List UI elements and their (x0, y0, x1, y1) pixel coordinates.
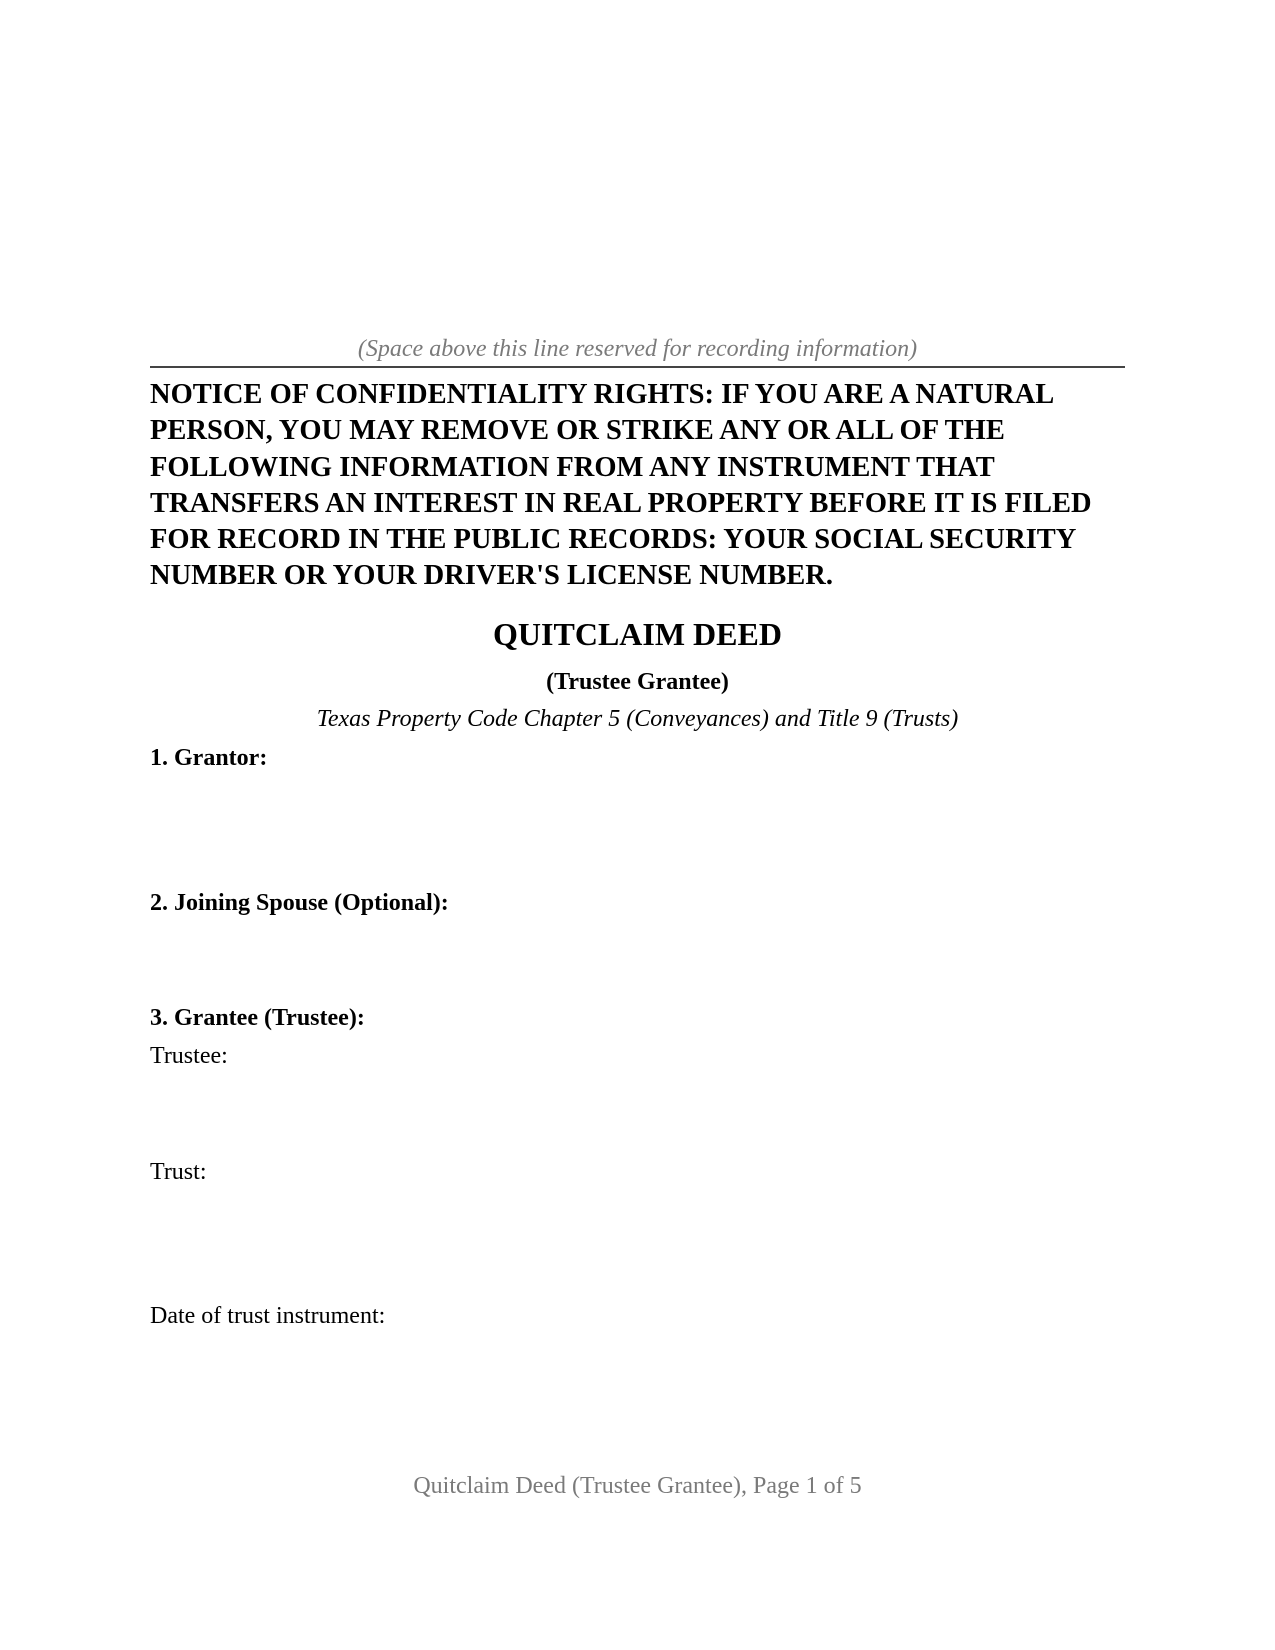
section-joining-spouse-heading: 2. Joining Spouse (Optional): (150, 890, 449, 916)
trust-date-field-label: Date of trust instrument: (150, 1303, 386, 1329)
trustee-field-label: Trustee: (150, 1043, 228, 1069)
document-title: QUITCLAIM DEED (493, 616, 782, 652)
section-grantee-heading: 3. Grantee (Trustee): (150, 1005, 365, 1031)
recording-space-note: (Space above this line reserved for recording information) (357, 336, 918, 362)
page-footer: Quitclaim Deed (Trustee Grantee), Page 1 of 5 (413, 1473, 862, 1499)
recording-divider-line (150, 366, 1125, 368)
document-subtitle: (Trustee Grantee) (546, 669, 729, 695)
confidentiality-notice: NOTICE OF CONFIDENTIALITY RIGHTS: IF YOU ARE A NATURAL PERSON, YOU MAY REMOVE OR STRIKE ANY OR ALL OF THE FOLLOWING INFORMATION FROM ANY INSTRUMENT THAT TRANSFERS AN INTEREST IN REAL PROPERTY BEFORE IT IS FILED FOR RECORD IN THE PUBLIC RECORDS: YOUR SOCIAL SECURITY NUMBER OR YOUR DRIVER'S LICENSE NUMBER. (150, 379, 1092, 592)
trust-field-label: Trust: (150, 1159, 207, 1185)
statute-reference: Texas Property Code Chapter 5 (Conveyances) and Title 9 (Trusts) (316, 706, 959, 732)
section-grantor-heading: 1. Grantor: (150, 745, 268, 771)
